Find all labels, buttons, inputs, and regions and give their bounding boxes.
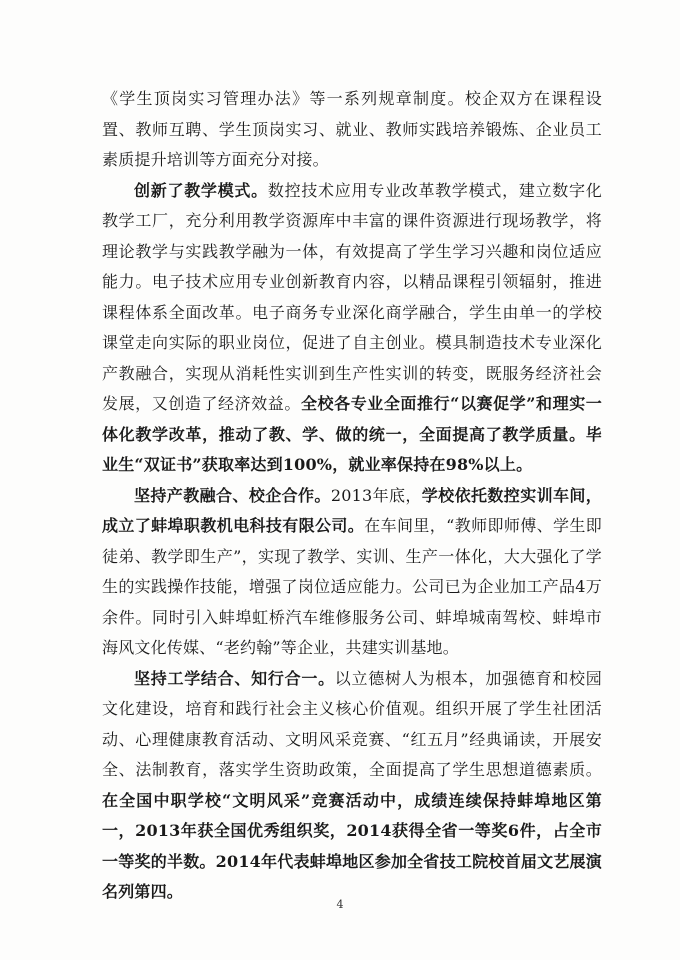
heading-teaching-model: 创新了教学模式。 (134, 180, 268, 200)
industry-education-highlight: 学校依托数控实训车间，成立了蚌埠职教机电科技有限公司。 (102, 485, 603, 535)
page-number: 4 (336, 898, 344, 911)
heading-industry-education: 坚持产教融合、校企合作。 (134, 485, 331, 505)
paragraph-teaching-model (102, 176, 602, 481)
heading-work-study: 坚持工学结合、知行合一。 (134, 668, 335, 688)
body-text (102, 84, 602, 908)
industry-education-body: 在车间里，“教师即师傅、学生即徒弟、教学即生产”，实现了教学、实训、生产一体化，大大强化了学生的实践操作技能，增强了岗位适应能力。公司已为企业加工产品4万余件。同时引入蚌埠虹桥汽车维修服务公司、蚌埠城南驾校、蚌埠市海风文化传媒、“老约翰”等企业，共建实训基地。 (102, 516, 603, 657)
work-study-highlight: 在全国中职学校“文明风采”竞赛活动中，成绩连续保持蚌埠地区第一，2013年获全国优秀组织奖，2014获得全省一等奖6件，占全市一等奖的半数。2014年代表蚌埠地区参加全省技工院校首届文艺展演名列第四。 (102, 790, 602, 901)
work-study-body: 以立德树人为根本，加强德育和校园文化建设，培育和践行社会主义核心价值观。组织开展了学生社团活动、心理健康教育活动、文明风采竞赛、“红五月”经典诵读，开展安全、法制教育，落实学生资助政策，全面提高了学生思想道德素质。 (102, 668, 602, 779)
industry-education-date: 2013年底， (330, 485, 422, 505)
teaching-model-body: 数控技术应用专业改革教学模式，建立数字化教学工厂，充分利用教学资源库中丰富的课件资源进行现场教学，将理论教学与实践教学融为一体，有效提高了学生学习兴趣和岗位适应能力。电子技术应用专业创新教育内容，以精品课程引领辐射，推进课程体系全面改革。电子商务专业深化商学融合，学生由单一的学校课堂走向实际的职业岗位，促进了自主创业。模具制造技术专业深化产教融合，实现从消耗性实训到生产性实训的转变，既服务经济社会发展，又创造了经济效益。 (102, 180, 602, 413)
paragraph-regulations-text: 《学生顶岗实习管理办法》等一系列规章制度。校企双方在课程设置、教师互聘、学生顶岗实习、就业、教师实践培养锻炼、企业员工素质提升培训等方面充分对接。 (102, 89, 602, 169)
teaching-model-highlight: 全校各专业全面推行“以赛促学”和理实一体化教学改革，推动了教、学、做的统一，全面提高了教学质量。毕业生“双证书”获取率达到100%，就业率保持在98%以上。 (102, 394, 602, 474)
paragraph-work-study (102, 664, 602, 908)
paragraph-regulations (102, 84, 602, 176)
paragraph-industry-education (102, 481, 602, 664)
